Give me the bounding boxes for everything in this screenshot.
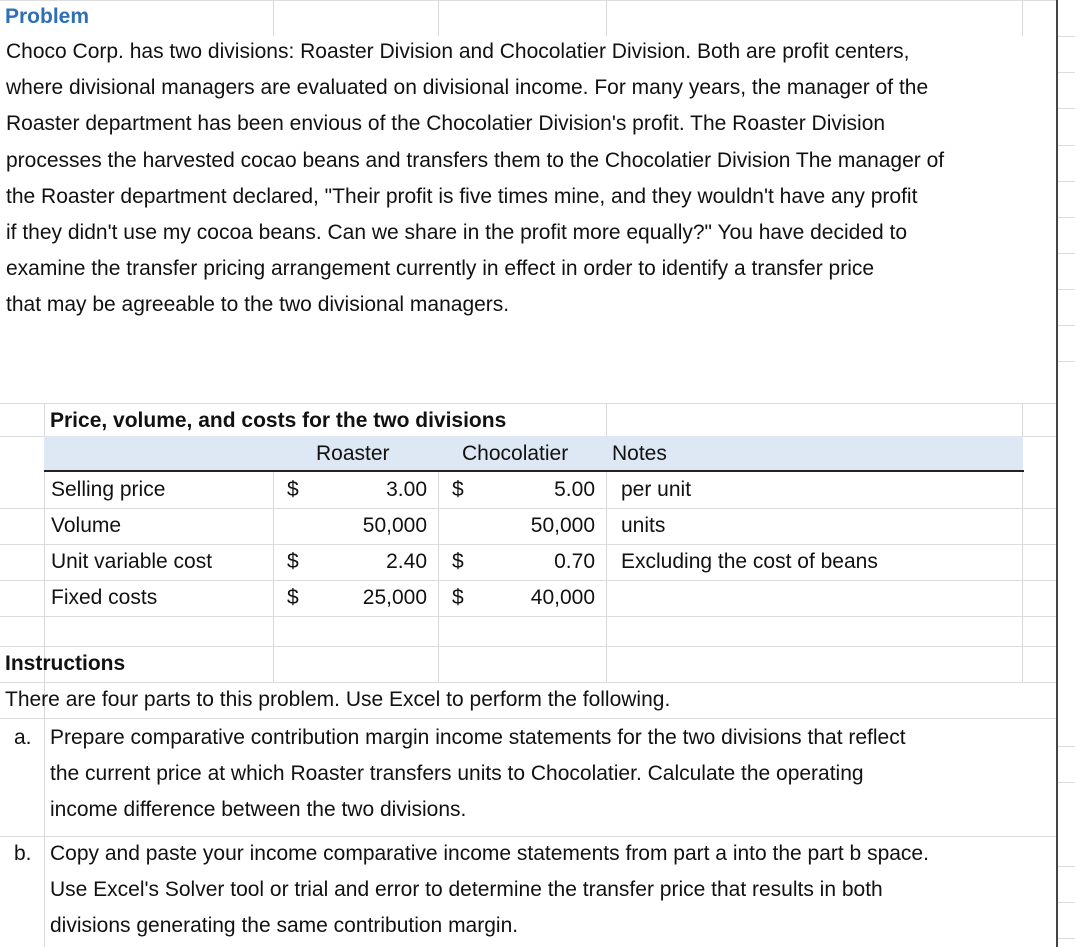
row-label: Unit variable cost — [51, 550, 213, 573]
grid-row-line — [1058, 782, 1075, 783]
problem-line: that may be agreeable to the two divisional managers. — [6, 293, 510, 317]
grid-column-line — [1022, 0, 1023, 36]
row-label: Fixed costs — [51, 586, 158, 609]
chocolatier-value: 50,000 — [530, 514, 595, 537]
problem-line: the Roaster department declared, "Their profit is five times mine, and they wouldn't have any profit — [6, 184, 918, 208]
grid-column-line — [438, 472, 439, 682]
instruction-item-b — [50, 836, 1054, 945]
pane-edge-line — [1056, 0, 1058, 947]
column-header-chocolatier: Chocolatier — [462, 442, 569, 465]
row-note: per unit — [621, 478, 692, 501]
grid-row-line — [1058, 108, 1075, 109]
item-letter: b. — [14, 842, 32, 865]
problem-line: Choco Corp. has two divisions: Roaster Division and Chocolatier Division. Both are profit centers, — [6, 40, 910, 63]
problem-line: examine the transfer pricing arrangement currently in effect in order to identify a transfer price — [6, 257, 875, 281]
grid-row-line — [1058, 938, 1075, 939]
roaster-value: 2.40 — [386, 550, 427, 573]
chocolatier-value: 0.70 — [554, 550, 595, 573]
grid-row-line — [1058, 253, 1075, 254]
row-note: units — [621, 514, 666, 537]
grid-row-line — [0, 646, 1058, 647]
item-line: income difference between the two divisions. — [50, 798, 467, 822]
row-label: Selling price — [51, 478, 166, 501]
grid-row-line — [1058, 746, 1075, 747]
instructions-heading: Instructions — [5, 652, 126, 675]
roaster-value: 50,000 — [362, 514, 427, 537]
grid-row-line — [1058, 145, 1075, 146]
grid-row-line — [0, 0, 1058, 1]
table-title: Price, volume, and costs for the two divisions — [50, 409, 507, 432]
item-line: Prepare comparative contribution margin income statements for the two divisions that reflect — [50, 726, 906, 749]
chocolatier-currency: $ — [452, 478, 464, 501]
problem-line: processes the harvested cocao beans and transfers them to the Chocolatier Division The manager of — [6, 148, 945, 172]
grid-row-line — [1058, 361, 1075, 362]
chocolatier-currency: $ — [452, 550, 464, 573]
roaster-value: 3.00 — [386, 478, 427, 501]
chocolatier-value: 40,000 — [530, 586, 595, 609]
roaster-value: 25,000 — [362, 586, 427, 609]
roaster-currency: $ — [287, 478, 299, 501]
grid-row-line — [1058, 289, 1075, 290]
item-line: divisions generating the same contribution margin. — [50, 914, 519, 938]
grid-column-line — [606, 0, 607, 36]
grid-row-line — [1058, 902, 1075, 903]
grid-column-line — [438, 0, 439, 36]
instruction-item-a — [50, 720, 1054, 829]
grid-row-line — [0, 616, 1058, 617]
problem-heading: Problem — [5, 5, 90, 28]
grid-row-line — [1058, 217, 1075, 218]
problem-line: if they didn't use my cocoa beans. Can we share in the profit more equally?" You have decided to — [6, 221, 908, 245]
row-note: Excluding the cost of beans — [621, 550, 878, 573]
roaster-currency: $ — [287, 550, 299, 573]
item-letter: a. — [14, 726, 32, 749]
row-label: Volume — [51, 514, 122, 537]
chocolatier-currency: $ — [452, 586, 464, 609]
problem-line: Roaster department has been envious of the Chocolatier Division's profit. The Roaster Division — [6, 112, 886, 136]
chocolatier-value: 5.00 — [554, 478, 595, 501]
column-header-notes: Notes — [612, 442, 667, 465]
problem-line: where divisional managers are evaluated on divisional income. For many years, the manager of the — [6, 76, 929, 100]
item-line: Use Excel's Solver tool or trial and error to determine the transfer price that results in both — [50, 878, 883, 902]
grid-row-line — [1058, 181, 1075, 182]
instructions-intro: There are four parts to this problem. Use Excel to perform the following. — [5, 688, 671, 711]
problem-paragraph — [6, 34, 1054, 324]
item-line: the current price at which Roaster transfers units to Chocolatier. Calculate the operating — [50, 762, 864, 786]
grid-column-line — [273, 472, 274, 682]
grid-row-line — [1058, 866, 1075, 867]
column-header-roaster: Roaster — [316, 442, 390, 465]
roaster-currency: $ — [287, 586, 299, 609]
grid-row-line — [1058, 72, 1075, 73]
grid-row-line — [1058, 36, 1075, 37]
item-line: Copy and paste your income comparative income statements from part a into the part b space. — [50, 842, 929, 865]
grid-column-line — [273, 0, 274, 36]
grid-row-line — [1058, 325, 1075, 326]
